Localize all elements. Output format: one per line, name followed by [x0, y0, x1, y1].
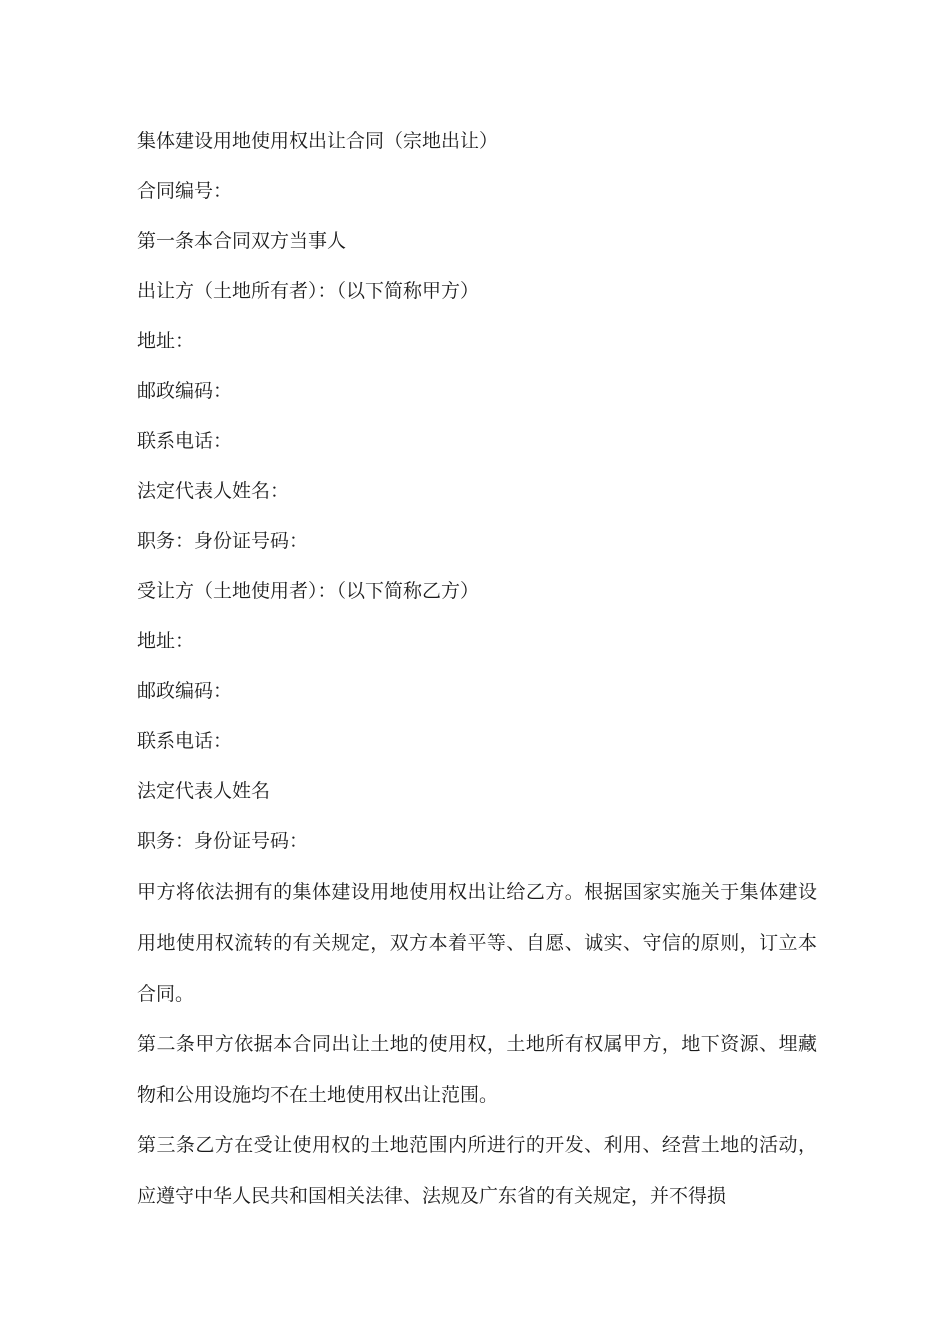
- party-b-address-label: 地址：: [137, 630, 195, 652]
- article1-heading: 第一条本合同双方当事人: [137, 230, 347, 252]
- document-title: 集体建设用地使用权出让合同（宗地出让）: [137, 130, 499, 152]
- party-b-position-id-label: 职务：身份证号码：: [137, 830, 309, 852]
- party-a-postcode-label: 邮政编码：: [137, 380, 233, 402]
- preamble-paragraph: 甲方将依法拥有的集体建设用地使用权出让给乙方。根据国家实施关于集体建设用地使用权流转的有关规定，双方本着平等、自愿、诚实、守信的原则，订立本合同。: [137, 881, 817, 1005]
- party-a-representative-label: 法定代表人姓名：: [137, 480, 290, 502]
- party-b-heading: 受让方（土地使用者）：（以下简称乙方）: [137, 580, 480, 602]
- party-a-position-id-label: 职务：身份证号码：: [137, 530, 309, 552]
- article2-paragraph: 第二条甲方依据本合同出让土地的使用权，土地所有权属甲方，地下资源、埋藏物和公用设施均不在土地使用权出让范围。: [137, 1033, 817, 1106]
- party-a-phone-label: 联系电话：: [137, 430, 233, 452]
- party-b-representative-label: 法定代表人姓名: [137, 780, 271, 802]
- article3-paragraph: 第三条乙方在受让使用权的土地范围内所进行的开发、利用、经营土地的活动，应遵守中华人民共和国相关法律、法规及广东省的有关规定，并不得损: [137, 1134, 817, 1207]
- party-a-heading: 出让方（土地所有者）：（以下简称甲方）: [137, 280, 480, 302]
- document-body: [137, 124, 817, 1228]
- party-a-address-label: 地址：: [137, 330, 195, 352]
- party-b-phone-label: 联系电话：: [137, 730, 233, 752]
- contract-number-label: 合同编号：: [137, 180, 233, 202]
- party-b-postcode-label: 邮政编码：: [137, 680, 233, 702]
